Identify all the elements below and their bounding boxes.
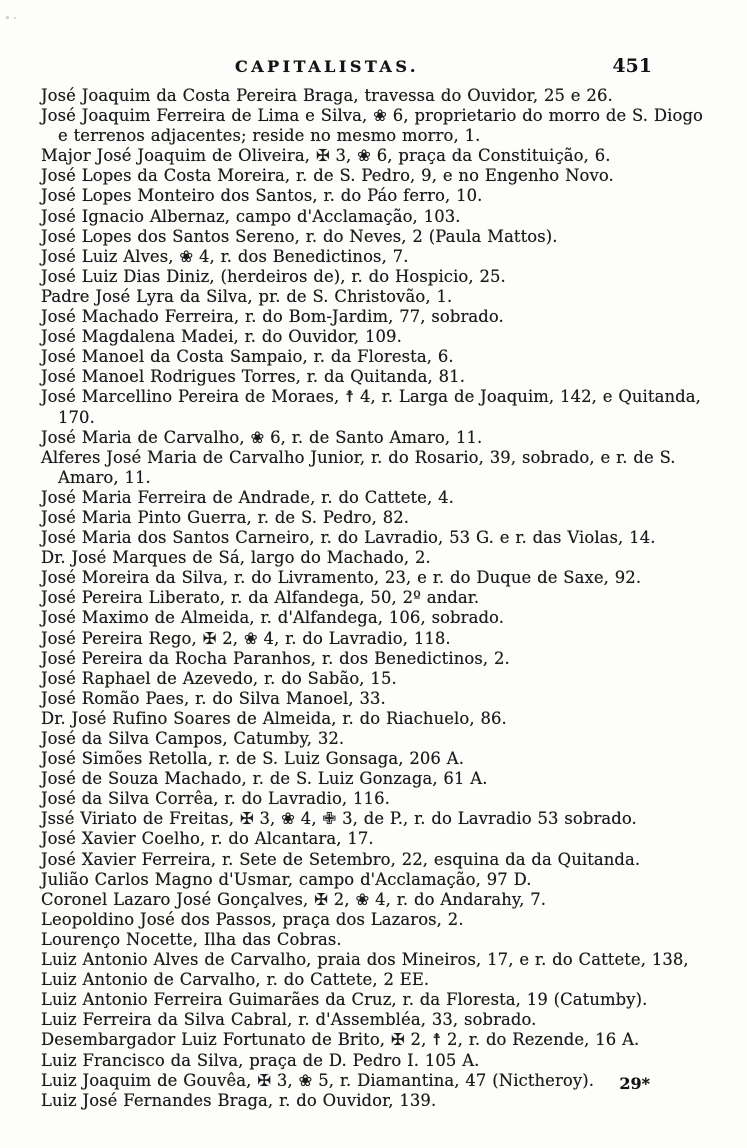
directory-entry: José Xavier Ferreira, r. Sete de Setembro, 22, esquina da da Quitanda. <box>41 849 641 869</box>
directory-entry: José Ignacio Albernaz, campo d'Acclamação, 103. <box>41 206 461 226</box>
directory-entry: José Raphael de Azevedo, r. do Sabão, 15. <box>41 668 397 688</box>
directory-entry: José Luiz Alves, ❀ 4, r. dos Benedictinos, 7. <box>41 246 409 266</box>
directory-entry: José Pereira Liberato, r. da Alfandega, 50, 2º andar. <box>41 588 480 608</box>
directory-entry: José Machado Ferreira, r. do Bom-Jardim, 77, sobrado. <box>41 307 504 327</box>
page-number: 451 <box>612 55 652 77</box>
directory-entry: Luiz Antonio Ferreira Guimarães da Cruz, r. da Floresta, 19 (Catumby). <box>41 990 648 1010</box>
directory-entry: Dr. José Marques de Sá, largo do Machado, 2. <box>41 548 431 568</box>
directory-entry: José Joaquim Ferreira de Lima e Silva, ❀ 6, proprietario do morro de S. Diogo e terrenos adjacentes; reside no mesmo morro, 1. <box>41 106 704 146</box>
directory-entry: Lourenço Nocette, Ilha das Cobras. <box>41 929 342 949</box>
directory-entry: José Pereira Rego, ✠ 2, ❀ 4, r. do Lavradio, 118. <box>41 628 451 648</box>
directory-entry: José Maria Ferreira de Andrade, r. do Cattete, 4. <box>41 487 454 507</box>
directory-entry: José Lopes da Costa Moreira, r. de S. Pedro, 9, e no Engenho Novo. <box>41 166 614 186</box>
capitalistas-directory-list <box>41 86 713 1111</box>
signature-mark: 29* <box>619 1074 650 1093</box>
directory-entry: José Pereira da Rocha Paranhos, r. dos Benedictinos, 2. <box>41 648 510 668</box>
directory-entry: Dr. José Rufino Soares de Almeida, r. do Riachuelo, 86. <box>41 708 507 728</box>
directory-entry: Luiz Antonio Alves de Carvalho, praia dos Mineiros, 17, e r. do Cattete, 138, <box>41 950 689 970</box>
page-header <box>40 57 710 81</box>
directory-entry: Major José Joaquim de Oliveira, ✠ 3, ❀ 6, praça da Constituição, 6. <box>41 146 611 166</box>
directory-entry: Luiz Antonio de Carvalho, r. do Cattete, 2 EE. <box>41 970 430 990</box>
directory-entry: José Maria de Carvalho, ❀ 6, r. de Santo Amaro, 11. <box>41 427 483 447</box>
directory-entry: José Joaquim da Costa Pereira Braga, travessa do Ouvidor, 25 e 26. <box>41 86 613 105</box>
directory-entry: Luiz Ferreira da Silva Cabral, r. d'Assembléa, 33, sobrado. <box>41 1010 537 1030</box>
directory-entry: José Manoel Rodrigues Torres, r. da Quitanda, 81. <box>41 367 465 387</box>
directory-entry: Luiz Joaquim de Gouvêa, ✠ 3, ❀ 5, r. Diamantina, 47 (Nictheroy). <box>41 1070 595 1090</box>
directory-entry: Leopoldino José dos Passos, praça dos Lazaros, 2. <box>41 909 464 929</box>
running-title: CAPITALISTAS. <box>235 57 419 76</box>
directory-entry: José Magdalena Madei, r. do Ouvidor, 109. <box>41 327 402 347</box>
directory-entry: Alferes José Maria de Carvalho Junior, r. do Rosario, 39, sobrado, e r. de S. Amaro, 11. <box>41 447 676 487</box>
directory-entry: José da Silva Campos, Catumby, 32. <box>41 729 345 748</box>
directory-entry: Luiz Francisco da Silva, praça de D. Pedro I. 105 A. <box>41 1050 480 1070</box>
directory-entry: Desembargador Luiz Fortunato de Brito, ✠ 2, ☨ 2, r. do Rezende, 16 A. <box>41 1030 640 1050</box>
directory-entry: Julião Carlos Magno d'Usmar, campo d'Acclamação, 97 D. <box>41 869 532 889</box>
directory-entry: José Maria dos Santos Carneiro, r. do Lavradio, 53 G. e r. das Violas, 14. <box>41 528 656 548</box>
directory-entry: Padre José Lyra da Silva, pr. de S. Christovão, 1. <box>41 286 453 306</box>
directory-entry: José de Souza Machado, r. de S. Luiz Gonzaga, 61 A. <box>41 769 488 789</box>
directory-entry: José Xavier Coelho, r. do Alcantara, 17. <box>41 829 374 849</box>
directory-entry: José Luiz Dias Diniz, (herdeiros de), r. do Hospicio, 25. <box>41 266 506 286</box>
directory-entry: Jssé Viriato de Freitas, ✠ 3, ❀ 4, ✙ 3, de P., r. do Lavradio 53 sobrado. <box>41 809 637 829</box>
directory-entry: José da Silva Corrêa, r. do Lavradio, 116. <box>41 789 390 809</box>
directory-entry: José Manoel da Costa Sampaio, r. da Floresta, 6. <box>41 347 454 367</box>
directory-entry: José Romão Paes, r. do Silva Manoel, 33. <box>41 688 386 708</box>
directory-entry: José Lopes Monteiro dos Santos, r. do Páo ferro, 10. <box>41 186 483 206</box>
directory-entry: Coronel Lazaro José Gonçalves, ✠ 2, ❀ 4, r. do Andarahy, 7. <box>41 889 547 909</box>
directory-entry: José Lopes dos Santos Sereno, r. do Neves, 2 (Paula Mattos). <box>41 226 558 246</box>
directory-entry: José Simões Retolla, r. de S. Luiz Gonsaga, 206 A. <box>41 749 465 769</box>
directory-entry: José Maria Pinto Guerra, r. de S. Pedro, 82. <box>41 507 410 527</box>
scan-artifact <box>6 16 9 19</box>
directory-entry: Luiz José Fernandes Braga, r. do Ouvidor, 139. <box>41 1090 437 1110</box>
directory-entry: José Maximo de Almeida, r. d'Alfandega, 106, sobrado. <box>41 608 505 628</box>
scan-artifact <box>14 17 16 19</box>
directory-entry: José Marcellino Pereira de Moraes, ☨ 4, r. Larga de Joaquim, 142, e Quitanda, 170. <box>41 387 701 427</box>
directory-entry: José Moreira da Silva, r. do Livramento, 23, e r. do Duque de Saxe, 92. <box>41 568 642 588</box>
